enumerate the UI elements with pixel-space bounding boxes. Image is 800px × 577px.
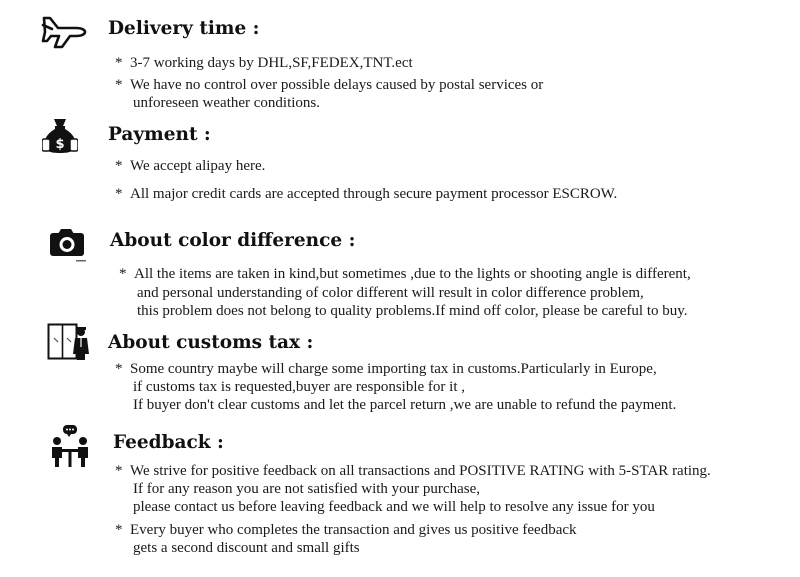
feedback-bullet (115, 521, 577, 539)
airplane-icon (40, 14, 88, 50)
money-bag-icon (42, 117, 78, 155)
bullet-mark: * (115, 55, 123, 71)
feedback-continuation: gets a second discount and small gifts (133, 540, 360, 556)
bullet-mark: * (115, 361, 123, 377)
delivery-title: Delivery time : (108, 18, 260, 39)
payment-title: Payment : (108, 124, 211, 145)
delivery-continuation: unforeseen weather conditions. (133, 95, 321, 111)
feedback-item-1: We strive for positive feedback on all transactions and POSITIVE RATING with 5-STAR rating. (130, 463, 711, 479)
customs-title: About customs tax : (108, 332, 314, 353)
color-continuation: and personal understanding of color different will result in color difference problem, (137, 285, 644, 301)
payment-bullet (115, 185, 617, 203)
dollar-sign: $ (55, 137, 65, 152)
delivery-bullet (115, 76, 543, 94)
bullet-mark: * (115, 463, 123, 479)
bullet-mark: * (115, 522, 123, 538)
feedback-bullet (115, 462, 711, 480)
color-title: About color difference : (110, 230, 356, 251)
feedback-item-4: Every buyer who completes the transaction and gives us positive feedback (130, 522, 577, 538)
delivery-bullet (115, 54, 413, 72)
bullet-mark: * (119, 266, 127, 282)
feedback-continuation: please contact us before leaving feedback and we will help to resolve any issue for you (133, 499, 655, 515)
payment-item-2: All major credit cards are accepted through secure payment processor ESCROW. (130, 186, 618, 202)
color-item-1: All the items are taken in kind,but sometimes ,due to the lights or shooting angle is different, (134, 266, 691, 282)
color-continuation: this problem does not belong to quality problems.If mind off color, please be careful to buy. (137, 303, 688, 319)
camera-icon (48, 226, 88, 262)
bullet-mark: * (115, 186, 123, 202)
delivery-item-1: 3-7 working days by DHL,SF,FEDEX,TNT.ect (130, 55, 413, 71)
customs-item-1: Some country maybe will charge some importing tax in customs.Particularly in Europe, (130, 361, 657, 377)
customs-officer-icon (47, 323, 93, 361)
feedback-title: Feedback : (113, 432, 224, 453)
payment-item-1: We accept alipay here. (130, 158, 266, 174)
customs-bullet (115, 360, 657, 378)
delivery-item-2: We have no control over possible delays caused by postal services or (130, 77, 544, 93)
payment-bullet (115, 157, 265, 175)
bullet-mark: * (115, 77, 123, 93)
bullet-mark: * (115, 158, 123, 174)
feedback-continuation: If for any reason you are not satisfied with your purchase, (133, 481, 480, 497)
customs-continuation: if customs tax is requested,buyer are responsible for it , (133, 379, 465, 395)
feedback-meeting-icon (50, 424, 90, 468)
customs-continuation: If buyer don't clear customs and let the parcel return ,we are unable to refund the payment. (133, 397, 677, 413)
color-bullet (119, 265, 691, 283)
